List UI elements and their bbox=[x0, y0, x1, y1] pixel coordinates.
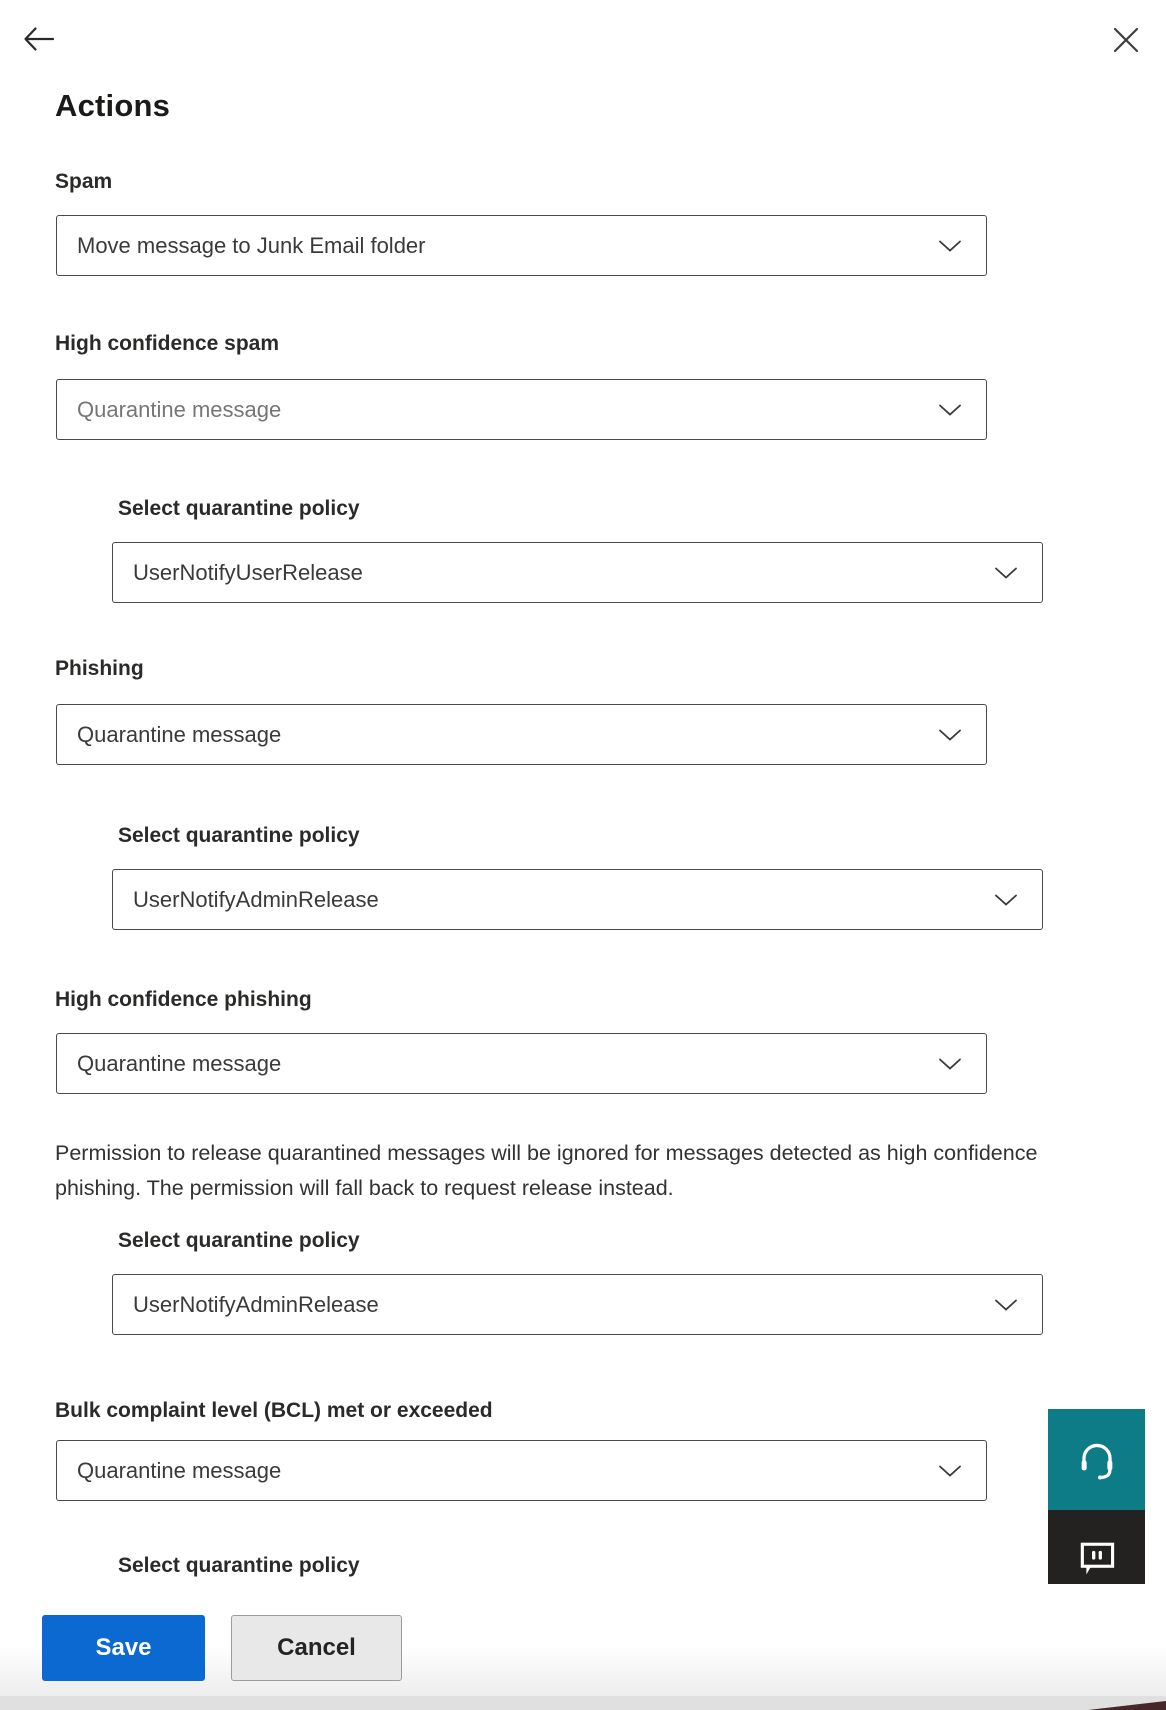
high-confidence-phishing-label: High confidence phishing bbox=[55, 988, 312, 1011]
cancel-button[interactable]: Cancel bbox=[231, 1615, 402, 1681]
arrow-left-icon bbox=[20, 20, 58, 58]
high-confidence-spam-action-value: Quarantine message bbox=[77, 396, 282, 422]
chevron-down-icon bbox=[938, 1464, 962, 1477]
high-confidence-phishing-action-value: Quarantine message bbox=[77, 1050, 282, 1076]
close-button[interactable] bbox=[1108, 22, 1144, 58]
bcl-label: Bulk complaint level (BCL) met or exceeded bbox=[55, 1399, 493, 1422]
corner-artifact bbox=[1088, 1701, 1166, 1710]
chevron-down-icon bbox=[938, 1057, 962, 1070]
bottom-edge-band bbox=[0, 1696, 1166, 1710]
headset-icon bbox=[1074, 1437, 1120, 1483]
phishing-quarantine-policy-value: UserNotifyAdminRelease bbox=[133, 886, 379, 912]
phishing-action-value: Quarantine message bbox=[77, 721, 282, 747]
chevron-down-icon bbox=[938, 403, 962, 416]
hcs-quarantine-policy-select[interactable] bbox=[112, 542, 1043, 603]
spam-action-select[interactable] bbox=[56, 215, 987, 276]
bcl-action-value: Quarantine message bbox=[77, 1457, 282, 1483]
hcp-quarantine-policy-select[interactable] bbox=[112, 1274, 1043, 1335]
bcl-action-select[interactable] bbox=[56, 1440, 987, 1501]
hcs-quarantine-policy-value: UserNotifyUserRelease bbox=[133, 559, 363, 585]
close-icon bbox=[1108, 22, 1144, 58]
support-button[interactable] bbox=[1048, 1409, 1145, 1510]
phishing-quarantine-policy-label: Select quarantine policy bbox=[118, 824, 360, 847]
footer-bar bbox=[0, 1584, 1166, 1710]
high-confidence-spam-label: High confidence spam bbox=[55, 332, 280, 355]
chevron-down-icon bbox=[994, 1298, 1018, 1311]
hcp-quarantine-policy-label: Select quarantine policy bbox=[118, 1229, 360, 1252]
back-button[interactable] bbox=[20, 20, 58, 58]
high-confidence-phishing-action-select[interactable] bbox=[56, 1033, 987, 1094]
save-button[interactable]: Save bbox=[42, 1615, 205, 1681]
page-title: Actions bbox=[55, 88, 171, 123]
high-confidence-phishing-note: Permission to release quarantined messages will be ignored for messages detected as high confidence phishing. The permission will fall back to request release instead. bbox=[55, 1141, 1038, 1200]
phishing-quarantine-policy-select[interactable] bbox=[112, 869, 1043, 930]
spam-action-value: Move message to Junk Email folder bbox=[77, 232, 426, 258]
phishing-action-select[interactable] bbox=[56, 704, 987, 765]
spam-label: Spam bbox=[55, 170, 113, 193]
chevron-down-icon bbox=[994, 893, 1018, 906]
speech-bubble-icon bbox=[1075, 1536, 1119, 1580]
phishing-label: Phishing bbox=[55, 657, 144, 680]
chevron-down-icon bbox=[938, 239, 962, 252]
chevron-down-icon bbox=[994, 566, 1018, 579]
bcl-quarantine-policy-label: Select quarantine policy bbox=[118, 1554, 360, 1577]
hcs-quarantine-policy-label: Select quarantine policy bbox=[118, 497, 360, 520]
chevron-down-icon bbox=[938, 728, 962, 741]
hcp-quarantine-policy-value: UserNotifyAdminRelease bbox=[133, 1291, 379, 1317]
high-confidence-spam-action-select[interactable] bbox=[56, 379, 987, 440]
